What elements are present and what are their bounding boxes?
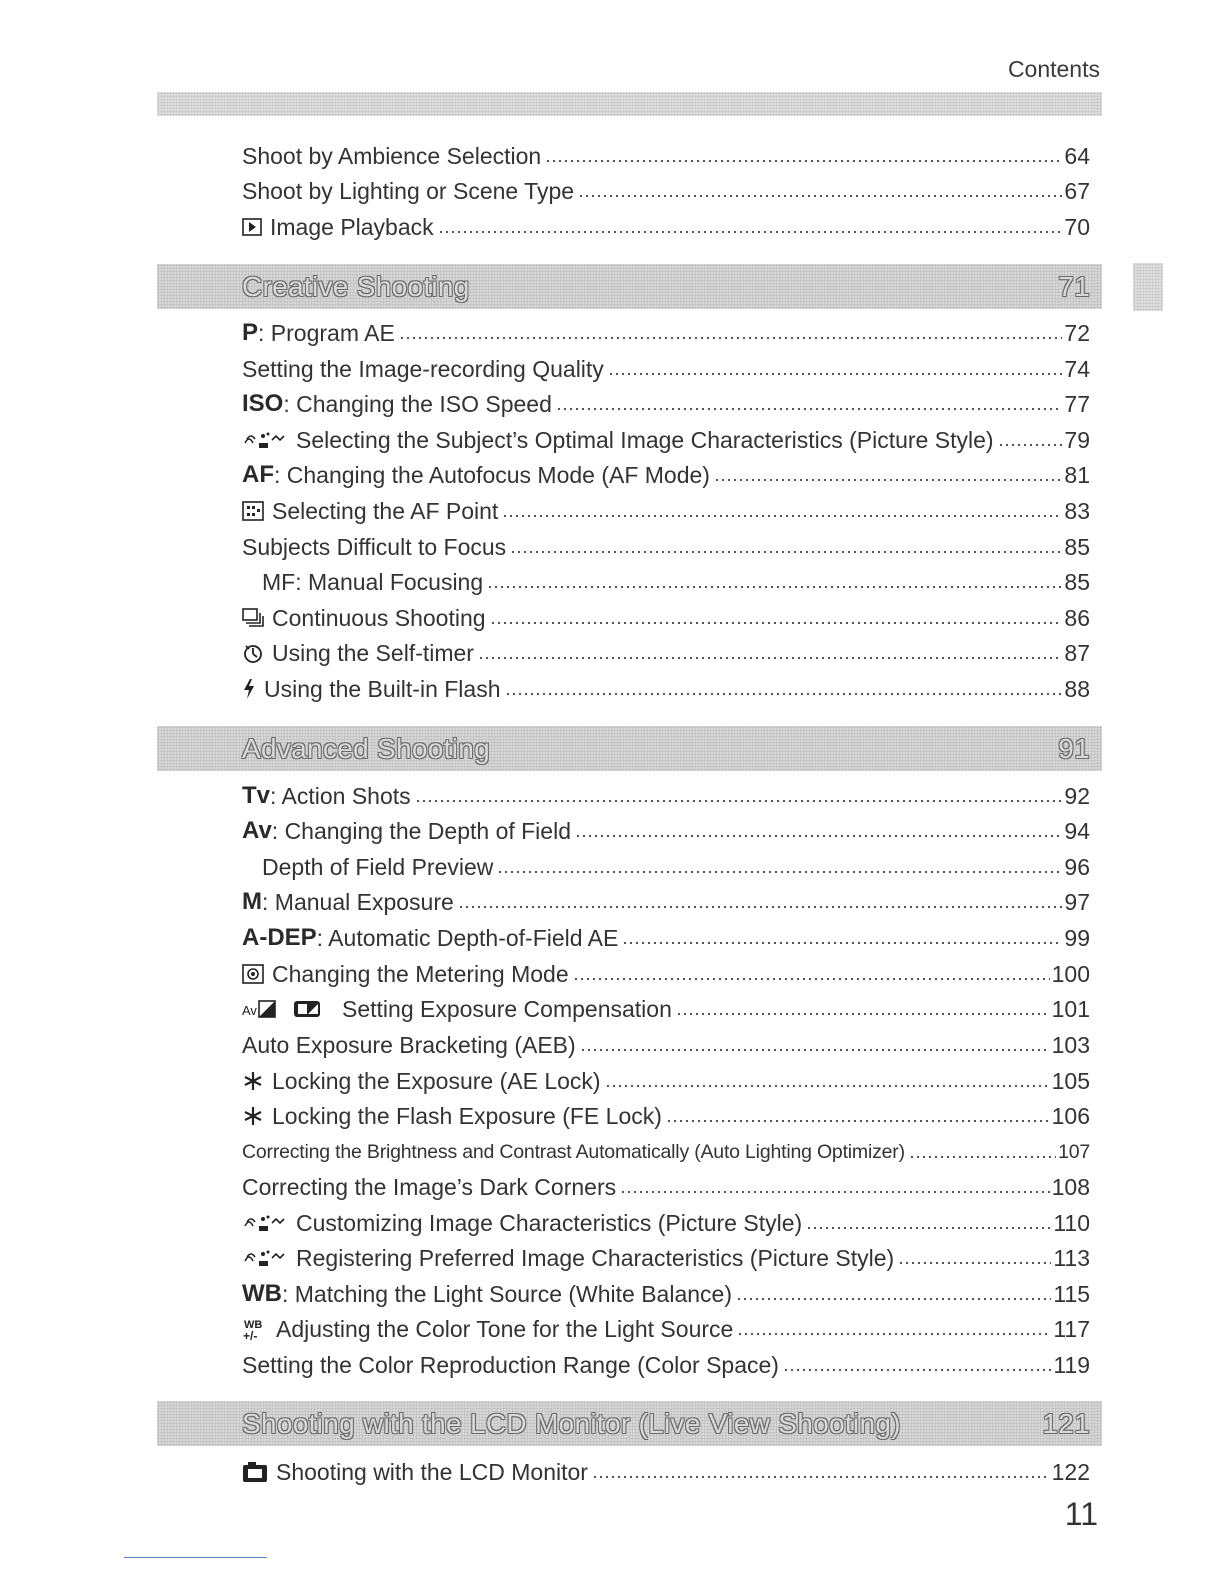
entry-page-number: 99 — [1064, 925, 1090, 951]
dot-leader — [575, 834, 1062, 838]
self-timer-icon — [242, 642, 264, 664]
entry-page-number: 113 — [1053, 1245, 1090, 1271]
toc-entry[interactable] — [242, 532, 1090, 562]
dot-leader — [438, 230, 1063, 234]
entry-title: Shoot by Lighting or Scene Type — [242, 178, 575, 204]
toc-entry[interactable] — [242, 425, 1090, 455]
entry-page-number: 119 — [1053, 1352, 1090, 1378]
mode-symbol: P — [242, 319, 259, 346]
dot-leader — [737, 1332, 1051, 1336]
toc-entry[interactable] — [242, 1279, 1090, 1309]
entry-page-number: 122 — [1051, 1459, 1090, 1485]
svg-text:Av: Av — [242, 1003, 257, 1018]
entry-title: : Changing the ISO Speed — [283, 391, 552, 417]
toc-entry[interactable] — [242, 1101, 1090, 1131]
toc-entry[interactable] — [242, 603, 1090, 633]
dot-leader — [502, 514, 1062, 518]
entry-title: Continuous Shooting — [272, 605, 486, 631]
entry-page-number: 101 — [1051, 996, 1090, 1022]
toc-entry[interactable] — [242, 1066, 1090, 1096]
picture-style-icon — [242, 430, 288, 450]
section-heading-shooting-with-the-lcd-monitor-live-view-[interactable] — [157, 1401, 1102, 1446]
entry-page-number: 77 — [1064, 391, 1090, 417]
mode-symbol: M — [242, 888, 262, 915]
toc-entry[interactable] — [242, 923, 1090, 953]
section-title: Shooting with the LCD Monitor (Live View Shooting) — [242, 1407, 901, 1439]
entry-title: Shoot by Ambience Selection — [242, 143, 542, 169]
dot-leader — [714, 478, 1062, 482]
entry-page-number: 64 — [1064, 143, 1090, 169]
entry-title: Using the Built-in Flash — [264, 676, 501, 702]
entry-title: Auto Exposure Bracketing (AEB) — [242, 1032, 576, 1058]
entry-title: Subjects Difficult to Focus — [242, 534, 507, 560]
entry-title: Setting Exposure Compensation — [342, 996, 672, 1022]
toc-entry[interactable] — [242, 141, 1090, 171]
dot-leader — [545, 159, 1062, 163]
dot-leader — [458, 905, 1063, 909]
entry-page-number: 72 — [1064, 320, 1090, 346]
entry-title: Changing the Metering Mode — [272, 961, 569, 987]
dot-leader — [620, 1190, 1050, 1194]
entry-page-number: 106 — [1051, 1103, 1090, 1129]
entry-page-number: 100 — [1051, 961, 1090, 987]
flash-icon — [242, 678, 256, 700]
bottom-rule — [124, 1557, 267, 1558]
toc-entry[interactable] — [262, 567, 1090, 597]
toc-entry[interactable] — [242, 318, 1090, 348]
continuous-shooting-icon — [242, 608, 264, 628]
entry-page-number: 70 — [1064, 214, 1090, 240]
entry-page-number: 74 — [1064, 356, 1090, 382]
dot-leader — [556, 407, 1063, 411]
picture-style-icon — [242, 1213, 288, 1233]
entry-page-number: 88 — [1064, 676, 1090, 702]
entry-title: Setting the Color Reproduction Range (Color Space) — [242, 1352, 779, 1378]
section-title: Creative Shooting — [242, 270, 470, 302]
entry-title: Depth of Field Preview — [262, 854, 494, 880]
mode-symbol: Av — [242, 817, 272, 844]
toc-entry[interactable] — [242, 887, 1090, 917]
toc-entry[interactable] — [242, 1314, 1090, 1344]
entry-page-number: 81 — [1064, 462, 1090, 488]
section-page: 91 — [1058, 732, 1090, 764]
entry-title: Registering Preferred Image Characteristics (Picture Style) — [296, 1245, 895, 1271]
dot-leader — [898, 1261, 1051, 1265]
entry-title: Customizing Image Characteristics (Picture Style) — [296, 1210, 803, 1236]
entry-title: Using the Self-timer — [272, 640, 474, 666]
entry-page-number: 117 — [1053, 1316, 1090, 1342]
section-heading-creative-shooting[interactable] — [157, 264, 1102, 309]
entry-page-number: 85 — [1064, 569, 1090, 595]
dot-leader — [592, 1475, 1050, 1479]
entry-page-number: 97 — [1064, 889, 1090, 915]
dot-leader — [573, 977, 1050, 981]
svg-text:WB: WB — [244, 1319, 263, 1331]
dot-leader — [505, 692, 1063, 696]
dot-leader — [497, 870, 1062, 874]
dot-leader — [736, 1297, 1051, 1301]
toc-entry[interactable] — [242, 1243, 1090, 1273]
playback-icon — [242, 218, 262, 236]
toc-entry[interactable] — [242, 674, 1090, 704]
entry-title: : Action Shots — [270, 783, 411, 809]
dot-leader — [580, 1048, 1050, 1052]
entry-page-number: 94 — [1064, 818, 1090, 844]
entry-page-number: 105 — [1051, 1068, 1090, 1094]
entry-title: Correcting the Image’s Dark Corners — [242, 1174, 617, 1200]
entry-title: Shooting with the LCD Monitor — [276, 1459, 588, 1485]
dot-leader — [399, 336, 1063, 340]
toc-entry[interactable] — [242, 781, 1090, 811]
entry-title: : Changing the Depth of Field — [271, 818, 571, 844]
entry-title: Correcting the Brightness and Contrast Automatically (Auto Lighting Optimizer) — [242, 1141, 905, 1163]
live-view-icon — [242, 1461, 268, 1483]
entry-page-number: 107 — [1058, 1141, 1090, 1163]
entry-title: : Automatic Depth-of-Field AE — [316, 925, 619, 951]
toc-entry[interactable] — [262, 852, 1090, 882]
dot-leader — [608, 372, 1063, 376]
picture-style-icon — [242, 1248, 288, 1268]
entry-title: MF: Manual Focusing — [262, 569, 484, 595]
entry-title: : Changing the Autofocus Mode (AF Mode) — [274, 462, 710, 488]
toc-entry[interactable] — [242, 959, 1090, 989]
ae-lock-icon — [242, 1070, 264, 1092]
entry-title: Setting the Image-recording Quality — [242, 356, 604, 382]
toc-entry[interactable] — [242, 212, 1090, 242]
entry-page-number: 85 — [1064, 534, 1090, 560]
dot-leader — [998, 443, 1063, 447]
dot-leader — [415, 799, 1063, 803]
section-page: 71 — [1058, 270, 1090, 302]
mode-symbol: Tv — [242, 782, 271, 809]
toc-entry[interactable] — [242, 1457, 1090, 1487]
mode-symbol: WB — [242, 1280, 282, 1307]
toc-entry[interactable] — [242, 354, 1090, 384]
dot-leader — [783, 1368, 1051, 1372]
dot-leader — [806, 1226, 1051, 1230]
entry-page-number: 67 — [1064, 178, 1090, 204]
toc-entry[interactable] — [242, 816, 1090, 846]
entry-page-number: 79 — [1064, 427, 1090, 453]
dot-leader — [909, 1155, 1056, 1159]
toc-entry[interactable] — [242, 1137, 1090, 1167]
dot-leader — [666, 1119, 1050, 1123]
section-page: 121 — [1042, 1407, 1090, 1439]
entry-title: Selecting the Subject’s Optimal Image Characteristics (Picture Style) — [296, 427, 994, 453]
chapter-tab-marker — [1133, 263, 1163, 311]
toc-entry[interactable] — [242, 1030, 1090, 1060]
entry-title: Selecting the AF Point — [272, 498, 499, 524]
entry-title: : Manual Exposure — [262, 889, 454, 915]
af-point-icon — [242, 501, 264, 521]
entry-page-number: 96 — [1064, 854, 1090, 880]
svg-text:+/-: +/- — [243, 1329, 258, 1341]
entry-page-number: 108 — [1051, 1174, 1090, 1200]
entry-page-number: 92 — [1064, 783, 1090, 809]
entry-page-number: 115 — [1053, 1281, 1090, 1307]
dot-leader — [622, 941, 1062, 945]
entry-title: : Program AE — [258, 320, 395, 346]
metering-icon — [242, 964, 264, 984]
section-heading-advanced-shooting[interactable] — [157, 726, 1102, 771]
entry-title: Adjusting the Color Tone for the Light Source — [276, 1316, 734, 1342]
page-number: 11 — [1064, 1496, 1098, 1532]
dot-leader — [578, 194, 1062, 198]
entry-title: Image Playback — [270, 214, 434, 240]
entry-page-number: 110 — [1053, 1210, 1090, 1236]
toc-entry[interactable] — [242, 460, 1090, 490]
entry-page-number: 103 — [1051, 1032, 1090, 1058]
toc-entry[interactable] — [242, 1208, 1090, 1238]
running-header: Contents — [1007, 56, 1100, 82]
toc-entry[interactable] — [242, 496, 1090, 526]
dot-leader — [605, 1084, 1050, 1088]
toc-entry[interactable] — [242, 1172, 1090, 1202]
dot-leader — [490, 621, 1063, 625]
mode-symbol: ISO — [242, 390, 284, 417]
mode-symbol: AF — [242, 461, 274, 488]
header-bar — [157, 92, 1102, 116]
entry-title: : Matching the Light Source (White Balance) — [281, 1281, 732, 1307]
entry-page-number: 87 — [1064, 640, 1090, 666]
toc-entry[interactable] — [242, 638, 1090, 668]
dot-leader — [510, 550, 1062, 554]
dot-leader — [478, 656, 1062, 660]
dot-leader — [676, 1012, 1050, 1016]
entry-title: Locking the Exposure (AE Lock) — [272, 1068, 601, 1094]
section-title: Advanced Shooting — [242, 732, 490, 764]
entry-title: Locking the Flash Exposure (FE Lock) — [272, 1103, 662, 1129]
toc-entry[interactable] — [242, 1350, 1090, 1380]
ae-lock-icon — [242, 1105, 264, 1127]
mode-symbol: A-DEP — [242, 924, 317, 951]
toc-entry[interactable] — [242, 389, 1090, 419]
entry-page-number: 83 — [1064, 498, 1090, 524]
wb-shift-icon — [242, 1317, 268, 1341]
entry-page-number: 86 — [1064, 605, 1090, 631]
exposure-compensation-icon — [242, 998, 334, 1020]
dot-leader — [487, 585, 1062, 589]
toc-entry[interactable] — [242, 994, 1090, 1024]
toc-entry[interactable] — [242, 176, 1090, 206]
